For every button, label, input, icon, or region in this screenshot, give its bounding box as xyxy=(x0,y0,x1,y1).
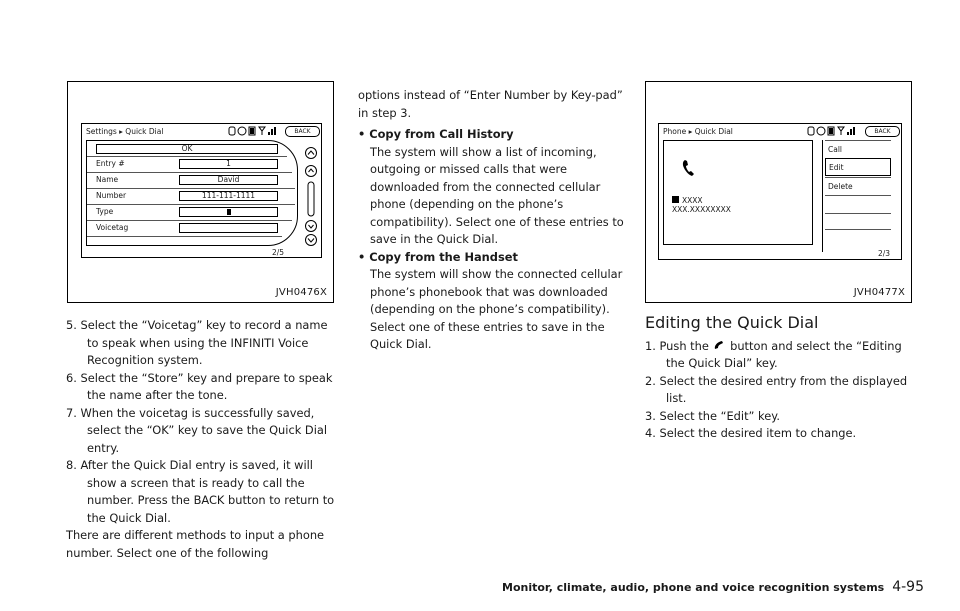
delete-button-label: Delete xyxy=(828,182,853,191)
step-number: 8. xyxy=(66,458,77,472)
divider xyxy=(87,236,282,237)
type-phone-icon xyxy=(227,209,231,215)
row-label-type: Type xyxy=(96,207,114,216)
row-label-name: Name xyxy=(96,175,119,184)
step-8 xyxy=(66,457,336,527)
step-text: Select the “Voicetag” key to record a name to speak when using the INFINITI Voice Recognition system. xyxy=(80,318,328,367)
contact-type-icon xyxy=(672,196,679,203)
step-number: 2. xyxy=(645,373,656,388)
field-number[interactable] xyxy=(179,191,278,201)
figure-id: JVH0477X xyxy=(853,287,905,298)
divider xyxy=(87,204,295,205)
screen-quick-dial-list xyxy=(658,123,902,260)
edit-button-label: Edit xyxy=(829,163,844,172)
page-number: 4-95 xyxy=(892,579,924,595)
status-icons xyxy=(807,125,861,137)
screen-breadcrumb: Phone ▸ Quick Dial xyxy=(663,127,733,136)
page-indicator: 2/5 xyxy=(272,248,285,257)
step-5 xyxy=(66,317,336,370)
field-number-value: 111-111-1111 xyxy=(201,191,256,200)
step-text: button and select the “Editing the Quick Dial” key. xyxy=(666,338,902,370)
step-2 xyxy=(645,373,915,408)
edit-button[interactable] xyxy=(825,158,891,176)
step-number: 7. xyxy=(66,405,77,420)
delete-button[interactable] xyxy=(825,177,891,194)
page-footer xyxy=(502,579,924,595)
entry-panel xyxy=(86,140,298,246)
bullet-body: The system will show the connected cellular phone’s phonebook that was downloaded (depending on the phone’s compatibility). Select one of these entries to save in the Quick Dial. xyxy=(370,267,623,351)
field-name-value: David xyxy=(217,175,240,184)
field-voicetag[interactable] xyxy=(179,223,278,233)
phone-handset-icon xyxy=(682,159,696,177)
field-type[interactable] xyxy=(179,207,278,217)
back-button[interactable] xyxy=(865,126,900,137)
divider xyxy=(87,172,292,173)
step-text: After the Quick Dial entry is saved, it will show a screen that is ready to call the number. Press the BACK button to return to the Quick Dial. xyxy=(80,458,335,525)
figure-id: JVH0476X xyxy=(275,287,327,298)
field-entry-value: 1 xyxy=(226,159,231,168)
figure-quick-dial-edit xyxy=(645,81,912,303)
text-column-1 xyxy=(66,317,336,562)
row-label-entry: Entry # xyxy=(96,159,125,168)
bullet-body: The system will show a list of incoming, outgoing or missed calls that were downloaded from the connected cellular phone (depending on the phone’s compatibility). Select one of these entries to save in the Quick Dial. xyxy=(370,144,624,246)
step-text: Select the desired entry from the displayed list. xyxy=(659,373,908,405)
text-column-3 xyxy=(645,314,915,443)
step-7 xyxy=(66,405,336,458)
bullet-copy-call-history: • Copy from Call History xyxy=(358,127,514,141)
scroll-controls xyxy=(302,146,322,246)
ok-button-label: OK xyxy=(181,144,193,153)
back-button[interactable] xyxy=(285,126,320,137)
screen-breadcrumb: Settings ▸ Quick Dial xyxy=(86,127,164,136)
row-label-number: Number xyxy=(96,191,127,200)
page-indicator: 2/3 xyxy=(878,249,891,258)
back-button-label: BACK xyxy=(874,128,891,135)
step-text: When the voicetag is successfully saved, select the “OK” key to save the Quick Dial entry. xyxy=(80,405,328,455)
divider xyxy=(87,220,292,221)
footer-section: Monitor, climate, audio, phone and voice recognition systems xyxy=(502,581,885,594)
call-button-label: Call xyxy=(828,145,843,154)
continuation-paragraph: options instead of “Enter Number by Key-pad” in step 3. xyxy=(358,88,623,120)
step-3 xyxy=(645,408,915,426)
figure-quick-dial-entry xyxy=(67,81,334,303)
step-number: 3. xyxy=(645,408,656,423)
intro-paragraph: There are different methods to input a phone number. Select one of the following xyxy=(66,528,325,560)
step-text: Select the “Store” key and prepare to speak the name after the tone. xyxy=(80,370,333,402)
step-number: 5. xyxy=(66,318,77,332)
divider xyxy=(87,156,287,157)
step-text: Push the xyxy=(659,338,709,353)
action-menu xyxy=(822,140,901,252)
bullet-copy-handset: • Copy from the Handset xyxy=(358,249,518,264)
back-button-label: BACK xyxy=(294,128,311,135)
call-button[interactable] xyxy=(825,140,891,157)
step-4 xyxy=(645,425,915,443)
step-text: Select the desired item to change. xyxy=(659,426,857,440)
field-entry[interactable] xyxy=(179,159,278,169)
status-icons xyxy=(228,125,282,137)
text-column-2 xyxy=(358,87,628,354)
entry-name: XXXX xyxy=(682,196,703,205)
step-1: 1. Push the button and select the “Editing the Quick Dial” key. xyxy=(645,338,902,370)
row-label-voicetag: Voicetag xyxy=(96,223,129,232)
bullet-heading: Copy from Call History xyxy=(369,127,514,141)
step-number: 6. xyxy=(66,370,77,385)
bullet-heading: Copy from the Handset xyxy=(369,249,518,264)
phone-button-icon xyxy=(712,339,726,351)
menu-slot-empty xyxy=(825,213,891,230)
screen-quick-dial-entry xyxy=(81,123,322,258)
field-name[interactable] xyxy=(179,175,278,185)
entry-detail-panel xyxy=(663,140,813,245)
divider xyxy=(87,188,295,189)
step-number: 4. xyxy=(645,426,656,440)
ok-button[interactable] xyxy=(96,144,278,154)
step-text: Select the “Edit” key. xyxy=(659,408,780,423)
menu-slot-empty xyxy=(825,195,891,212)
entry-number: XXX.XXXXXXXX xyxy=(672,205,731,214)
step-6 xyxy=(66,370,336,405)
section-heading: Editing the Quick Dial xyxy=(645,313,819,332)
